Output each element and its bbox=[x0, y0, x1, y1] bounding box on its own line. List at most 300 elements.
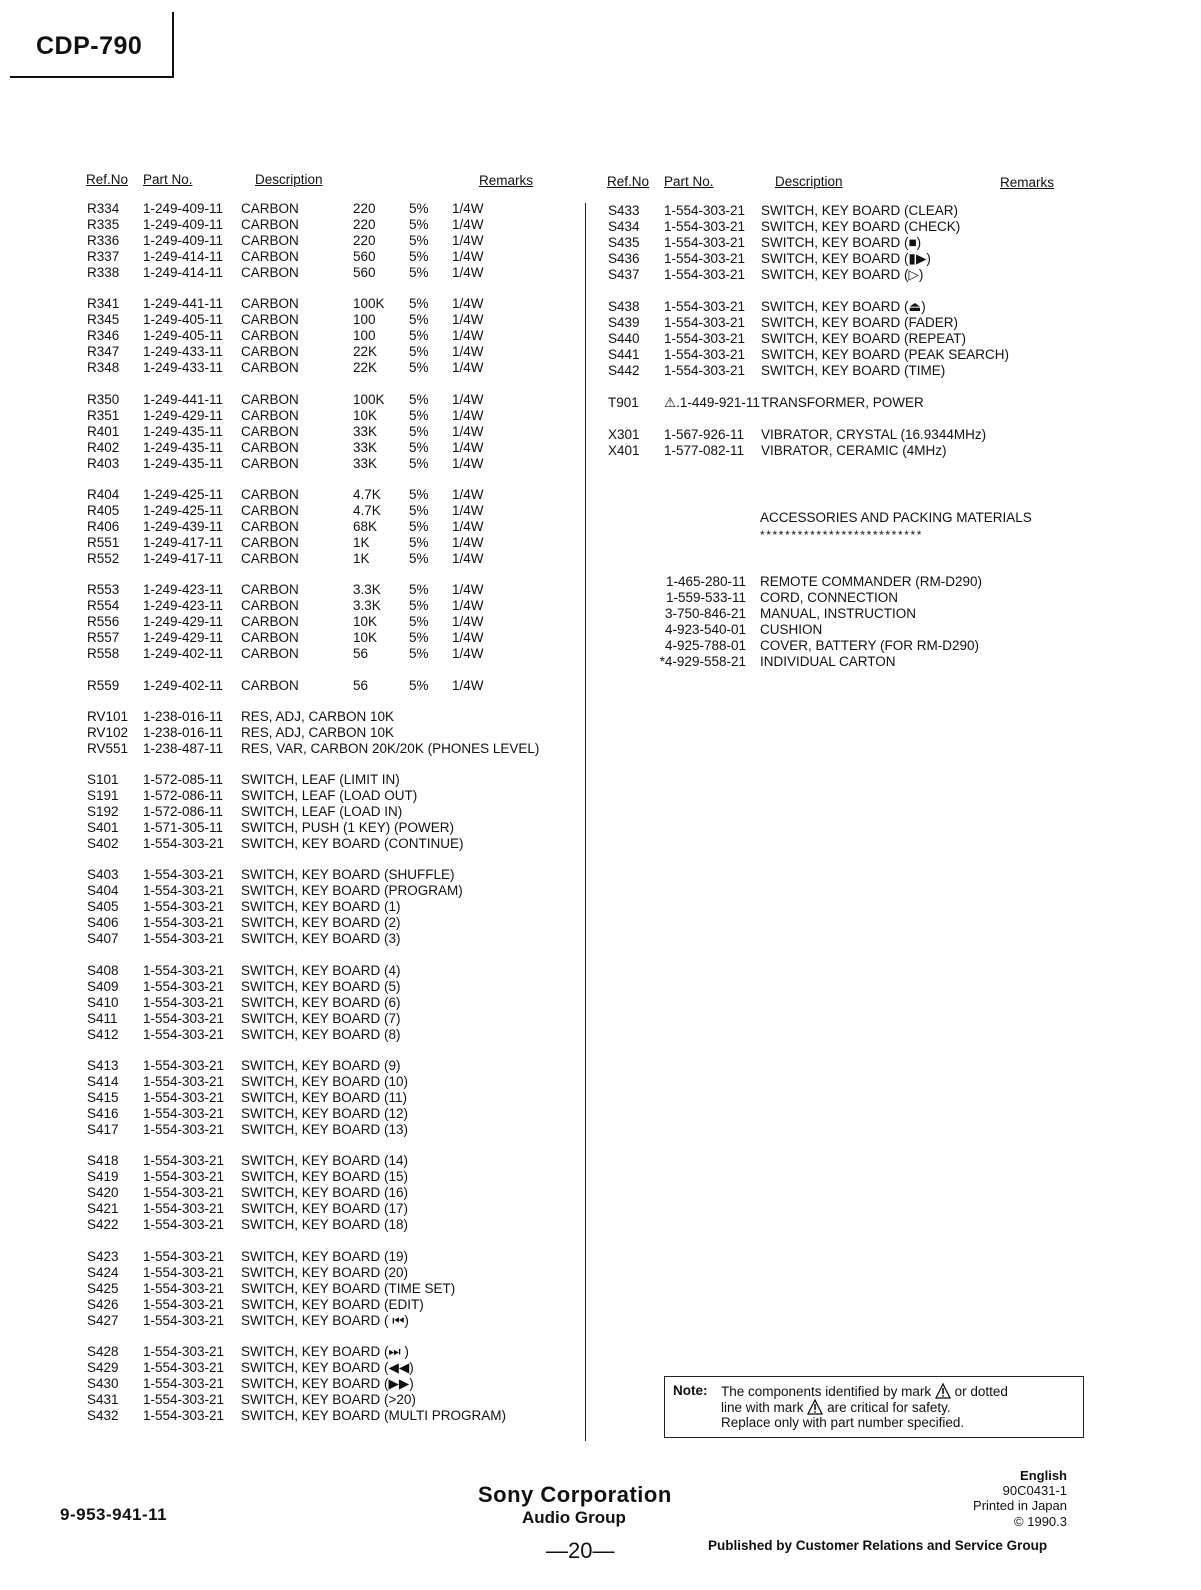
ref-no: S425 bbox=[87, 1280, 119, 1296]
tolerance: 5% bbox=[409, 296, 429, 312]
description: CARBON bbox=[241, 598, 299, 614]
value: 22K bbox=[353, 344, 378, 360]
description: SWITCH, KEY BOARD (6) bbox=[241, 994, 401, 1010]
part-no: 1-249-405-11 bbox=[143, 312, 224, 328]
description: SWITCH, KEY BOARD (10) bbox=[241, 1074, 409, 1089]
part-no: 1-571-305-11 bbox=[143, 820, 224, 836]
description: SWITCH, KEY BOARD (CHECK) bbox=[761, 219, 961, 234]
ref-no: S438 bbox=[608, 299, 640, 314]
tolerance: 5% bbox=[409, 249, 429, 264]
description: CARBON bbox=[241, 646, 299, 662]
description: SWITCH, KEY BOARD (CLEAR) bbox=[761, 203, 959, 218]
description: CARBON bbox=[241, 249, 299, 264]
wattage: 1/4W bbox=[452, 614, 484, 630]
wattage: 1/4W bbox=[452, 486, 484, 502]
part-no: 1-249-414-11 bbox=[143, 249, 224, 264]
part-no: 1-554-303-21 bbox=[143, 1090, 225, 1105]
description: SWITCH, KEY BOARD (15) bbox=[241, 1169, 409, 1185]
value: 10K bbox=[353, 630, 378, 646]
description: SWITCH, KEY BOARD (TIME SET) bbox=[241, 1280, 456, 1296]
ref-no: S430 bbox=[87, 1375, 119, 1391]
part-no: 1-554-303-21 bbox=[664, 235, 746, 250]
ref-no: R553 bbox=[87, 582, 120, 598]
value: 100K bbox=[353, 296, 385, 312]
ref-no: S440 bbox=[608, 331, 640, 346]
part-no: 1-249-405-11 bbox=[143, 328, 224, 344]
part-no: 1-572-086-11 bbox=[143, 788, 224, 804]
ref-no: S442 bbox=[608, 363, 640, 378]
safety-note bbox=[664, 1376, 1084, 1438]
footer-publisher: Published by Customer Relations and Service Group bbox=[708, 1538, 1048, 1553]
description: SWITCH, KEY BOARD (FADER) bbox=[761, 315, 959, 330]
value: 4.7K bbox=[353, 502, 381, 518]
description: VIBRATOR, CERAMIC (4MHz) bbox=[761, 443, 947, 458]
part-no: 1-554-303-21 bbox=[143, 962, 225, 978]
ref-no: R552 bbox=[87, 550, 120, 566]
wattage: 1/4W bbox=[452, 423, 484, 439]
value: 33K bbox=[353, 455, 378, 471]
part-no: 1-554-303-21 bbox=[664, 347, 746, 362]
column-divider bbox=[585, 203, 586, 1441]
description: SWITCH, KEY BOARD (19) bbox=[241, 1248, 409, 1264]
ref-no: R348 bbox=[87, 360, 120, 376]
part-no: 1-572-085-11 bbox=[143, 772, 224, 788]
description: SWITCH, KEY BOARD (CONTINUE) bbox=[241, 836, 464, 852]
description: CARBON bbox=[241, 233, 299, 248]
description: SWITCH, KEY BOARD (9) bbox=[241, 1058, 401, 1073]
part-no: 1-554-303-21 bbox=[143, 1391, 225, 1407]
ref-no: X401 bbox=[608, 443, 640, 458]
tolerance: 5% bbox=[409, 518, 429, 534]
part-no: 1-249-435-11 bbox=[143, 423, 224, 439]
value: 3.3K bbox=[353, 582, 381, 598]
description: CARBON bbox=[241, 344, 299, 360]
ref-no: R345 bbox=[87, 312, 120, 328]
footer-copyright: © 1990.3 bbox=[1014, 1514, 1067, 1529]
value: 33K bbox=[353, 439, 378, 455]
description: SWITCH, LEAF (LIMIT IN) bbox=[241, 772, 400, 788]
ref-no: R402 bbox=[87, 439, 120, 455]
description: SWITCH, KEY BOARD (EDIT) bbox=[241, 1296, 424, 1312]
value: 4.7K bbox=[353, 486, 381, 502]
tolerance: 5% bbox=[409, 598, 429, 614]
model-title: CDP-790 bbox=[36, 32, 143, 60]
ref-no: R334 bbox=[87, 201, 120, 216]
wattage: 1/4W bbox=[452, 534, 484, 550]
part-no: 1-554-303-21 bbox=[143, 915, 225, 931]
ref-no: S407 bbox=[87, 931, 119, 947]
tolerance: 5% bbox=[409, 439, 429, 455]
part-no: ⚠.1-449-921-11 bbox=[664, 395, 760, 410]
value: 68K bbox=[353, 518, 378, 534]
warning-triangle-icon bbox=[935, 1383, 951, 1399]
ref-no: S406 bbox=[87, 915, 119, 931]
ref-no: S417 bbox=[87, 1122, 119, 1137]
tolerance: 5% bbox=[409, 502, 429, 518]
part-no: 1-554-303-21 bbox=[664, 251, 746, 266]
part-no: 1-554-303-21 bbox=[143, 899, 225, 915]
part-no: 1-249-439-11 bbox=[143, 518, 224, 534]
description: CARBON bbox=[241, 312, 299, 328]
part-no: 1-554-303-21 bbox=[143, 1106, 225, 1121]
tolerance: 5% bbox=[409, 407, 429, 423]
part-no: 4-923-540-01 bbox=[664, 622, 746, 637]
part-no: 1-249-429-11 bbox=[143, 630, 224, 646]
description: CARBON bbox=[241, 582, 299, 598]
description: SWITCH, KEY BOARD (▷) bbox=[761, 267, 924, 282]
description: SWITCH, KEY BOARD (1) bbox=[241, 899, 401, 915]
wattage: 1/4W bbox=[452, 201, 484, 216]
left-header-description: Description bbox=[255, 172, 323, 187]
ref-no: S441 bbox=[608, 347, 640, 362]
ref-no: S431 bbox=[87, 1391, 119, 1407]
description: CARBON bbox=[241, 486, 299, 502]
description: VIBRATOR, CRYSTAL (16.9344MHz) bbox=[761, 427, 987, 442]
left-header-part: Part No. bbox=[143, 172, 193, 187]
part-no: 1-554-303-21 bbox=[143, 1058, 225, 1073]
footer-company: Sony Corporation bbox=[478, 1482, 672, 1507]
description: INDIVIDUAL CARTON bbox=[760, 654, 896, 669]
ref-no: S435 bbox=[608, 235, 640, 250]
description: SWITCH, KEY BOARD (TIME) bbox=[761, 363, 946, 378]
ref-no: S422 bbox=[87, 1217, 119, 1233]
tolerance: 5% bbox=[409, 550, 429, 566]
part-no: 1-554-303-21 bbox=[143, 867, 225, 883]
description: RES, VAR, CARBON 20K/20K (PHONES LEVEL) bbox=[241, 740, 540, 756]
tolerance: 5% bbox=[409, 201, 429, 216]
ref-no: S418 bbox=[87, 1153, 119, 1169]
page-number: —20— bbox=[546, 1538, 615, 1563]
ref-no: RV551 bbox=[87, 740, 129, 756]
ref-no: T901 bbox=[608, 395, 639, 410]
part-no: 1-238-487-11 bbox=[143, 740, 224, 756]
wattage: 1/4W bbox=[452, 646, 484, 662]
description: SWITCH, KEY BOARD (2) bbox=[241, 915, 401, 931]
value: 10K bbox=[353, 614, 378, 630]
description: CORD, CONNECTION bbox=[760, 590, 898, 605]
description: SWITCH, LEAF (LOAD OUT) bbox=[241, 788, 418, 804]
description: CARBON bbox=[241, 423, 299, 439]
wattage: 1/4W bbox=[452, 328, 484, 344]
part-no: 1-554-303-21 bbox=[143, 1201, 225, 1217]
description: CARBON bbox=[241, 391, 299, 407]
description: SWITCH, KEY BOARD (3) bbox=[241, 931, 401, 947]
description: CARBON bbox=[241, 265, 299, 280]
ref-no: S401 bbox=[87, 820, 119, 836]
part-no: 1-465-280-11 bbox=[665, 574, 746, 589]
tolerance: 5% bbox=[409, 344, 429, 360]
ref-no: S428 bbox=[87, 1343, 119, 1359]
ref-no: S437 bbox=[608, 267, 640, 282]
part-no: 1-554-303-21 bbox=[143, 883, 225, 899]
description: MANUAL, INSTRUCTION bbox=[760, 606, 917, 621]
wattage: 1/4W bbox=[452, 344, 484, 360]
part-no: 1-559-533-11 bbox=[665, 590, 746, 605]
tolerance: 5% bbox=[409, 217, 429, 232]
part-no: 1-249-433-11 bbox=[143, 344, 224, 360]
part-no: 1-554-303-21 bbox=[143, 1185, 225, 1201]
part-no: 1-249-417-11 bbox=[143, 534, 224, 550]
ref-no: S191 bbox=[87, 788, 119, 804]
description: SWITCH, KEY BOARD (7) bbox=[241, 1010, 401, 1026]
description: CARBON bbox=[241, 630, 299, 646]
wattage: 1/4W bbox=[452, 502, 484, 518]
part-no: 1-554-303-21 bbox=[664, 363, 746, 378]
description: SWITCH, KEY BOARD ( ⏮) bbox=[241, 1312, 409, 1328]
part-no: 1-554-303-21 bbox=[143, 1375, 225, 1391]
ref-no: RV102 bbox=[87, 724, 129, 740]
description: SWITCH, PUSH (1 KEY) (POWER) bbox=[241, 820, 455, 836]
part-no: 1-249-425-11 bbox=[143, 486, 224, 502]
part-no: 1-554-303-21 bbox=[143, 931, 225, 947]
ref-no: S410 bbox=[87, 994, 119, 1010]
ref-no: S433 bbox=[608, 203, 640, 218]
description: CARBON bbox=[241, 518, 299, 534]
ref-no: R335 bbox=[87, 217, 120, 232]
description: SWITCH, KEY BOARD (◀◀) bbox=[241, 1359, 414, 1375]
part-no: 1-554-303-21 bbox=[143, 978, 225, 994]
description: SWITCH, KEY BOARD (5) bbox=[241, 978, 401, 994]
part-no: 1-249-433-11 bbox=[143, 360, 224, 376]
ref-no: S412 bbox=[87, 1026, 119, 1042]
part-no: 1-249-429-11 bbox=[143, 407, 224, 423]
part-no: 4-925-788-01 bbox=[664, 638, 746, 653]
wattage: 1/4W bbox=[452, 582, 484, 598]
wattage: 1/4W bbox=[452, 217, 484, 232]
part-no: 1-249-414-11 bbox=[143, 265, 224, 280]
note-line-2a: line with mark bbox=[721, 1400, 804, 1415]
tolerance: 5% bbox=[409, 646, 429, 662]
ref-no: R401 bbox=[87, 423, 120, 439]
ref-no: S424 bbox=[87, 1264, 119, 1280]
part-no: 1-567-926-11 bbox=[664, 427, 745, 442]
description: CARBON bbox=[241, 217, 299, 232]
part-no: 1-249-435-11 bbox=[143, 455, 224, 471]
description: SWITCH, KEY BOARD (>20) bbox=[241, 1391, 416, 1407]
description: SWITCH, KEY BOARD (4) bbox=[241, 962, 401, 978]
description: CARBON bbox=[241, 677, 299, 693]
ref-no: R403 bbox=[87, 455, 120, 471]
part-no: 1-249-402-11 bbox=[143, 677, 224, 693]
part-no: 1-554-303-21 bbox=[143, 1280, 225, 1296]
ref-no: R558 bbox=[87, 646, 120, 662]
ref-no: S413 bbox=[87, 1058, 119, 1073]
value: 56 bbox=[353, 677, 369, 693]
tolerance: 5% bbox=[409, 360, 429, 376]
value: 220 bbox=[353, 201, 376, 216]
left-header-remarks: Remarks bbox=[479, 173, 534, 188]
wattage: 1/4W bbox=[452, 598, 484, 614]
tolerance: 5% bbox=[409, 630, 429, 646]
part-no: 1-249-441-11 bbox=[143, 391, 224, 407]
description: CARBON bbox=[241, 296, 299, 312]
value: 3.3K bbox=[353, 598, 381, 614]
description: SWITCH, KEY BOARD (17) bbox=[241, 1201, 409, 1217]
description: SWITCH, KEY BOARD (PROGRAM) bbox=[241, 883, 463, 899]
part-no: 1-554-303-21 bbox=[143, 1169, 225, 1185]
part-no: 1-554-303-21 bbox=[143, 1026, 225, 1042]
description: CARBON bbox=[241, 455, 299, 471]
wattage: 1/4W bbox=[452, 360, 484, 376]
description: CARBON bbox=[241, 328, 299, 344]
part-no: 1-238-016-11 bbox=[143, 708, 224, 724]
ref-no: R350 bbox=[87, 391, 120, 407]
part-no: 1-249-409-11 bbox=[143, 233, 224, 248]
description: SWITCH, KEY BOARD (11) bbox=[241, 1090, 408, 1105]
wattage: 1/4W bbox=[452, 550, 484, 566]
ref-no: R405 bbox=[87, 502, 120, 518]
part-no: 1-554-303-21 bbox=[143, 1153, 225, 1169]
part-no: 1-554-303-21 bbox=[664, 331, 746, 346]
part-no: 1-554-303-21 bbox=[664, 315, 746, 330]
ref-no: S415 bbox=[87, 1090, 119, 1105]
ref-no: S423 bbox=[87, 1248, 119, 1264]
ref-no: R556 bbox=[87, 614, 120, 630]
description: SWITCH, LEAF (LOAD IN) bbox=[241, 804, 403, 820]
ref-no: S421 bbox=[87, 1201, 119, 1217]
value: 1K bbox=[353, 534, 370, 550]
part-no: 1-249-429-11 bbox=[143, 614, 224, 630]
note-line-1b: or dotted bbox=[954, 1384, 1008, 1399]
part-no: 1-554-303-21 bbox=[664, 267, 746, 282]
note-line-2 bbox=[721, 1399, 951, 1415]
part-no: 1-249-417-11 bbox=[143, 550, 224, 566]
wattage: 1/4W bbox=[452, 439, 484, 455]
ref-no: R557 bbox=[87, 630, 120, 646]
part-no: 1-554-303-21 bbox=[664, 219, 746, 234]
description: SWITCH, KEY BOARD (■) bbox=[761, 235, 922, 250]
description: RES, ADJ, CARBON 10K bbox=[241, 708, 395, 724]
right-header-part: Part No. bbox=[664, 174, 714, 189]
value: 220 bbox=[353, 217, 376, 232]
tolerance: 5% bbox=[409, 614, 429, 630]
description: SWITCH, KEY BOARD (20) bbox=[241, 1264, 409, 1280]
ref-no: R551 bbox=[87, 534, 120, 550]
part-no: 1-554-303-21 bbox=[143, 836, 225, 852]
description: SWITCH, KEY BOARD (▮▶) bbox=[761, 251, 931, 266]
part-no: 1-554-303-21 bbox=[664, 299, 746, 314]
wattage: 1/4W bbox=[452, 233, 484, 248]
ref-no: R351 bbox=[87, 407, 120, 423]
part-no: 1-554-303-21 bbox=[143, 1010, 225, 1026]
ref-no: S409 bbox=[87, 978, 119, 994]
footer-printed: Printed in Japan bbox=[973, 1498, 1067, 1513]
ref-no: S411 bbox=[87, 1010, 118, 1026]
footer-group: Audio Group bbox=[522, 1508, 626, 1527]
description: TRANSFORMER, POWER bbox=[761, 395, 924, 410]
part-no: 1-554-303-21 bbox=[143, 1359, 225, 1375]
ref-no: R336 bbox=[87, 233, 120, 248]
description: SWITCH, KEY BOARD (REPEAT) bbox=[761, 331, 967, 346]
part-no: 1-249-402-11 bbox=[143, 646, 224, 662]
ref-no: S192 bbox=[87, 804, 119, 820]
tolerance: 5% bbox=[409, 328, 429, 344]
value: 10K bbox=[353, 407, 378, 423]
value: 560 bbox=[353, 265, 376, 280]
description: COVER, BATTERY (FOR RM-D290) bbox=[760, 638, 980, 653]
part-no: 1-249-435-11 bbox=[143, 439, 224, 455]
ref-no: S101 bbox=[87, 772, 119, 788]
description: CARBON bbox=[241, 407, 299, 423]
ref-no: R559 bbox=[87, 677, 120, 693]
part-no: 1-554-303-21 bbox=[143, 1248, 225, 1264]
part-no: 1-554-303-21 bbox=[143, 1074, 225, 1089]
description: SWITCH, KEY BOARD (⏏) bbox=[761, 299, 926, 314]
ref-no: S404 bbox=[87, 883, 119, 899]
ref-no: R406 bbox=[87, 518, 120, 534]
description: CARBON bbox=[241, 550, 299, 566]
part-no: 1-249-441-11 bbox=[143, 296, 224, 312]
value: 220 bbox=[353, 233, 376, 248]
description: SWITCH, KEY BOARD (18) bbox=[241, 1217, 409, 1233]
description: CARBON bbox=[241, 201, 299, 216]
part-no: 1-249-423-11 bbox=[143, 582, 224, 598]
wattage: 1/4W bbox=[452, 407, 484, 423]
wattage: 1/4W bbox=[452, 391, 484, 407]
ref-no: R338 bbox=[87, 265, 120, 280]
note-line-1 bbox=[721, 1383, 1008, 1399]
wattage: 1/4W bbox=[452, 296, 484, 312]
wattage: 1/4W bbox=[452, 312, 484, 328]
right-header-remarks: Remarks bbox=[1000, 175, 1055, 190]
part-no: 1-554-303-21 bbox=[143, 1264, 225, 1280]
part-no: 1-554-303-21 bbox=[143, 994, 225, 1010]
tolerance: 5% bbox=[409, 233, 429, 248]
part-no: 1-249-409-11 bbox=[143, 217, 224, 232]
description: REMOTE COMMANDER (RM-D290) bbox=[760, 574, 983, 589]
ref-no: S416 bbox=[87, 1106, 119, 1121]
value: 1K bbox=[353, 550, 370, 566]
wattage: 1/4W bbox=[452, 518, 484, 534]
ref-no: R347 bbox=[87, 344, 120, 360]
value: 100 bbox=[353, 328, 376, 344]
part-no: 1-249-409-11 bbox=[143, 201, 224, 216]
value: 56 bbox=[353, 646, 369, 662]
accessories-title: ACCESSORIES AND PACKING MATERIALS bbox=[760, 510, 1032, 525]
ref-no: S436 bbox=[608, 251, 640, 266]
part-no: 1-577-082-11 bbox=[664, 443, 745, 458]
ref-no: R337 bbox=[87, 249, 120, 264]
part-no: *4-929-558-21 bbox=[659, 654, 746, 669]
wattage: 1/4W bbox=[452, 455, 484, 471]
ref-no: R404 bbox=[87, 486, 120, 502]
ref-no: S429 bbox=[87, 1359, 119, 1375]
wattage: 1/4W bbox=[452, 249, 484, 264]
tolerance: 5% bbox=[409, 265, 429, 280]
description: CARBON bbox=[241, 534, 299, 550]
ref-no: S403 bbox=[87, 867, 119, 883]
part-no: 1-554-303-21 bbox=[143, 1343, 225, 1359]
ref-no: S426 bbox=[87, 1296, 119, 1312]
ref-no: X301 bbox=[608, 427, 640, 442]
ref-no: S434 bbox=[608, 219, 640, 234]
note-label: Note: bbox=[673, 1383, 708, 1398]
part-no: 1-554-303-21 bbox=[143, 1312, 225, 1328]
description: SWITCH, KEY BOARD (8) bbox=[241, 1026, 401, 1042]
description: RES, ADJ, CARBON 10K bbox=[241, 724, 395, 740]
wattage: 1/4W bbox=[452, 630, 484, 646]
right-header-description: Description bbox=[775, 174, 843, 189]
tolerance: 5% bbox=[409, 455, 429, 471]
part-no: 1-554-303-21 bbox=[143, 1407, 225, 1423]
part-no: 1-238-016-11 bbox=[143, 724, 224, 740]
accessories-underline-stars: ************************** bbox=[760, 528, 924, 542]
tolerance: 5% bbox=[409, 534, 429, 550]
tolerance: 5% bbox=[409, 391, 429, 407]
description: SWITCH, KEY BOARD (SHUFFLE) bbox=[241, 867, 455, 883]
description: SWITCH, KEY BOARD (12) bbox=[241, 1106, 409, 1121]
part-no: 1-572-086-11 bbox=[143, 804, 224, 820]
